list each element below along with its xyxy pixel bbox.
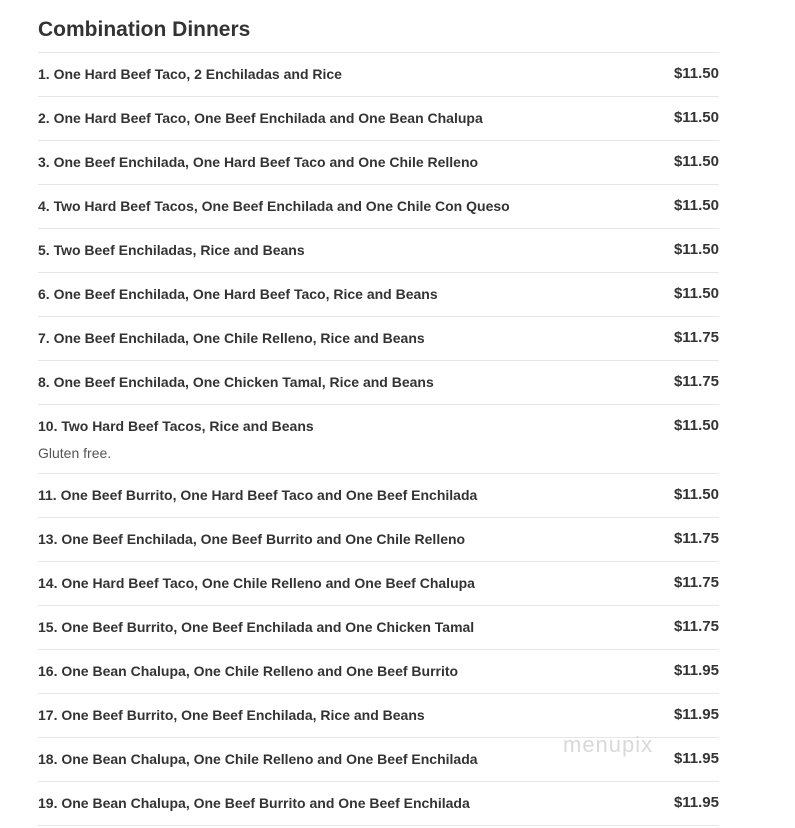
menu-item[interactable]	[38, 474, 719, 518]
menu-item[interactable]	[38, 361, 719, 405]
item-name: 6. One Beef Enchilada, One Hard Beef Taco, Rice and Beans	[38, 286, 438, 302]
menu-item[interactable]	[38, 606, 719, 650]
item-name: 3. One Beef Enchilada, One Hard Beef Taco and One Chile Relleno	[38, 154, 479, 170]
menu-item[interactable]	[38, 782, 719, 826]
menu-item[interactable]	[38, 562, 719, 606]
item-price: $11.95	[673, 794, 719, 811]
item-name: 8. One Beef Enchilada, One Chicken Tamal, Rice and Beans	[38, 374, 434, 390]
menu-item[interactable]	[38, 405, 719, 474]
item-name: 10. Two Hard Beef Tacos, Rice and Beans	[38, 418, 314, 434]
item-price: $11.50	[673, 417, 719, 434]
menu-item[interactable]	[38, 518, 719, 562]
menu-item[interactable]	[38, 141, 719, 185]
item-price: $11.50	[673, 486, 719, 503]
watermark: menupix	[563, 732, 654, 757]
item-name: 19. One Bean Chalupa, One Beef Burrito and One Beef Enchilada	[38, 795, 470, 811]
item-price: $11.75	[673, 329, 719, 346]
item-price: $11.50	[673, 241, 719, 258]
menu-item[interactable]	[38, 97, 719, 141]
item-name: 14. One Hard Beef Taco, One Chile Relleno and One Beef Chalupa	[38, 575, 475, 591]
item-price: $11.75	[673, 530, 719, 547]
menu-item[interactable]	[38, 185, 719, 229]
menu-item[interactable]	[38, 229, 719, 273]
item-price: $11.50	[673, 285, 719, 302]
item-name: 2. One Hard Beef Taco, One Beef Enchilada and One Bean Chalupa	[38, 110, 483, 126]
item-price: $11.95	[673, 662, 719, 679]
item-name: 16. One Bean Chalupa, One Chile Relleno and One Beef Burrito	[38, 663, 459, 679]
item-price: $11.50	[673, 153, 719, 170]
item-name: 7. One Beef Enchilada, One Chile Relleno, Rice and Beans	[38, 330, 425, 346]
item-name: 17. One Beef Burrito, One Beef Enchilada, Rice and Beans	[38, 707, 425, 723]
menu-item[interactable]	[38, 273, 719, 317]
menu-item[interactable]	[38, 53, 719, 97]
item-price: $11.95	[673, 706, 719, 723]
item-name: 15. One Beef Burrito, One Beef Enchilada and One Chicken Tamal	[38, 619, 475, 635]
section-title: Combination Dinners	[38, 12, 719, 53]
item-price: $11.75	[673, 618, 719, 635]
item-price: $11.50	[673, 197, 719, 214]
item-name: 11. One Beef Burrito, One Hard Beef Taco and One Beef Enchilada	[38, 487, 478, 503]
item-name: 18. One Bean Chalupa, One Chile Relleno and One Beef Enchilada	[38, 751, 478, 767]
item-name: 13. One Beef Enchilada, One Beef Burrito and One Chile Relleno	[38, 531, 466, 547]
menu-item[interactable]	[38, 317, 719, 361]
menu-item[interactable]	[38, 650, 719, 694]
item-name: 5. Two Beef Enchiladas, Rice and Beans	[38, 242, 305, 258]
item-price: $11.95	[673, 750, 719, 767]
menu-section	[38, 12, 719, 826]
item-price: $11.75	[673, 373, 719, 390]
item-price: $11.50	[673, 65, 719, 82]
item-name: 4. Two Hard Beef Tacos, One Beef Enchilada and One Chile Con Queso	[38, 198, 510, 214]
item-name: 1. One Hard Beef Taco, 2 Enchiladas and Rice	[38, 66, 342, 82]
item-description: Gluten free.	[38, 445, 112, 461]
item-price: $11.75	[673, 574, 719, 591]
item-price: $11.50	[673, 109, 719, 126]
